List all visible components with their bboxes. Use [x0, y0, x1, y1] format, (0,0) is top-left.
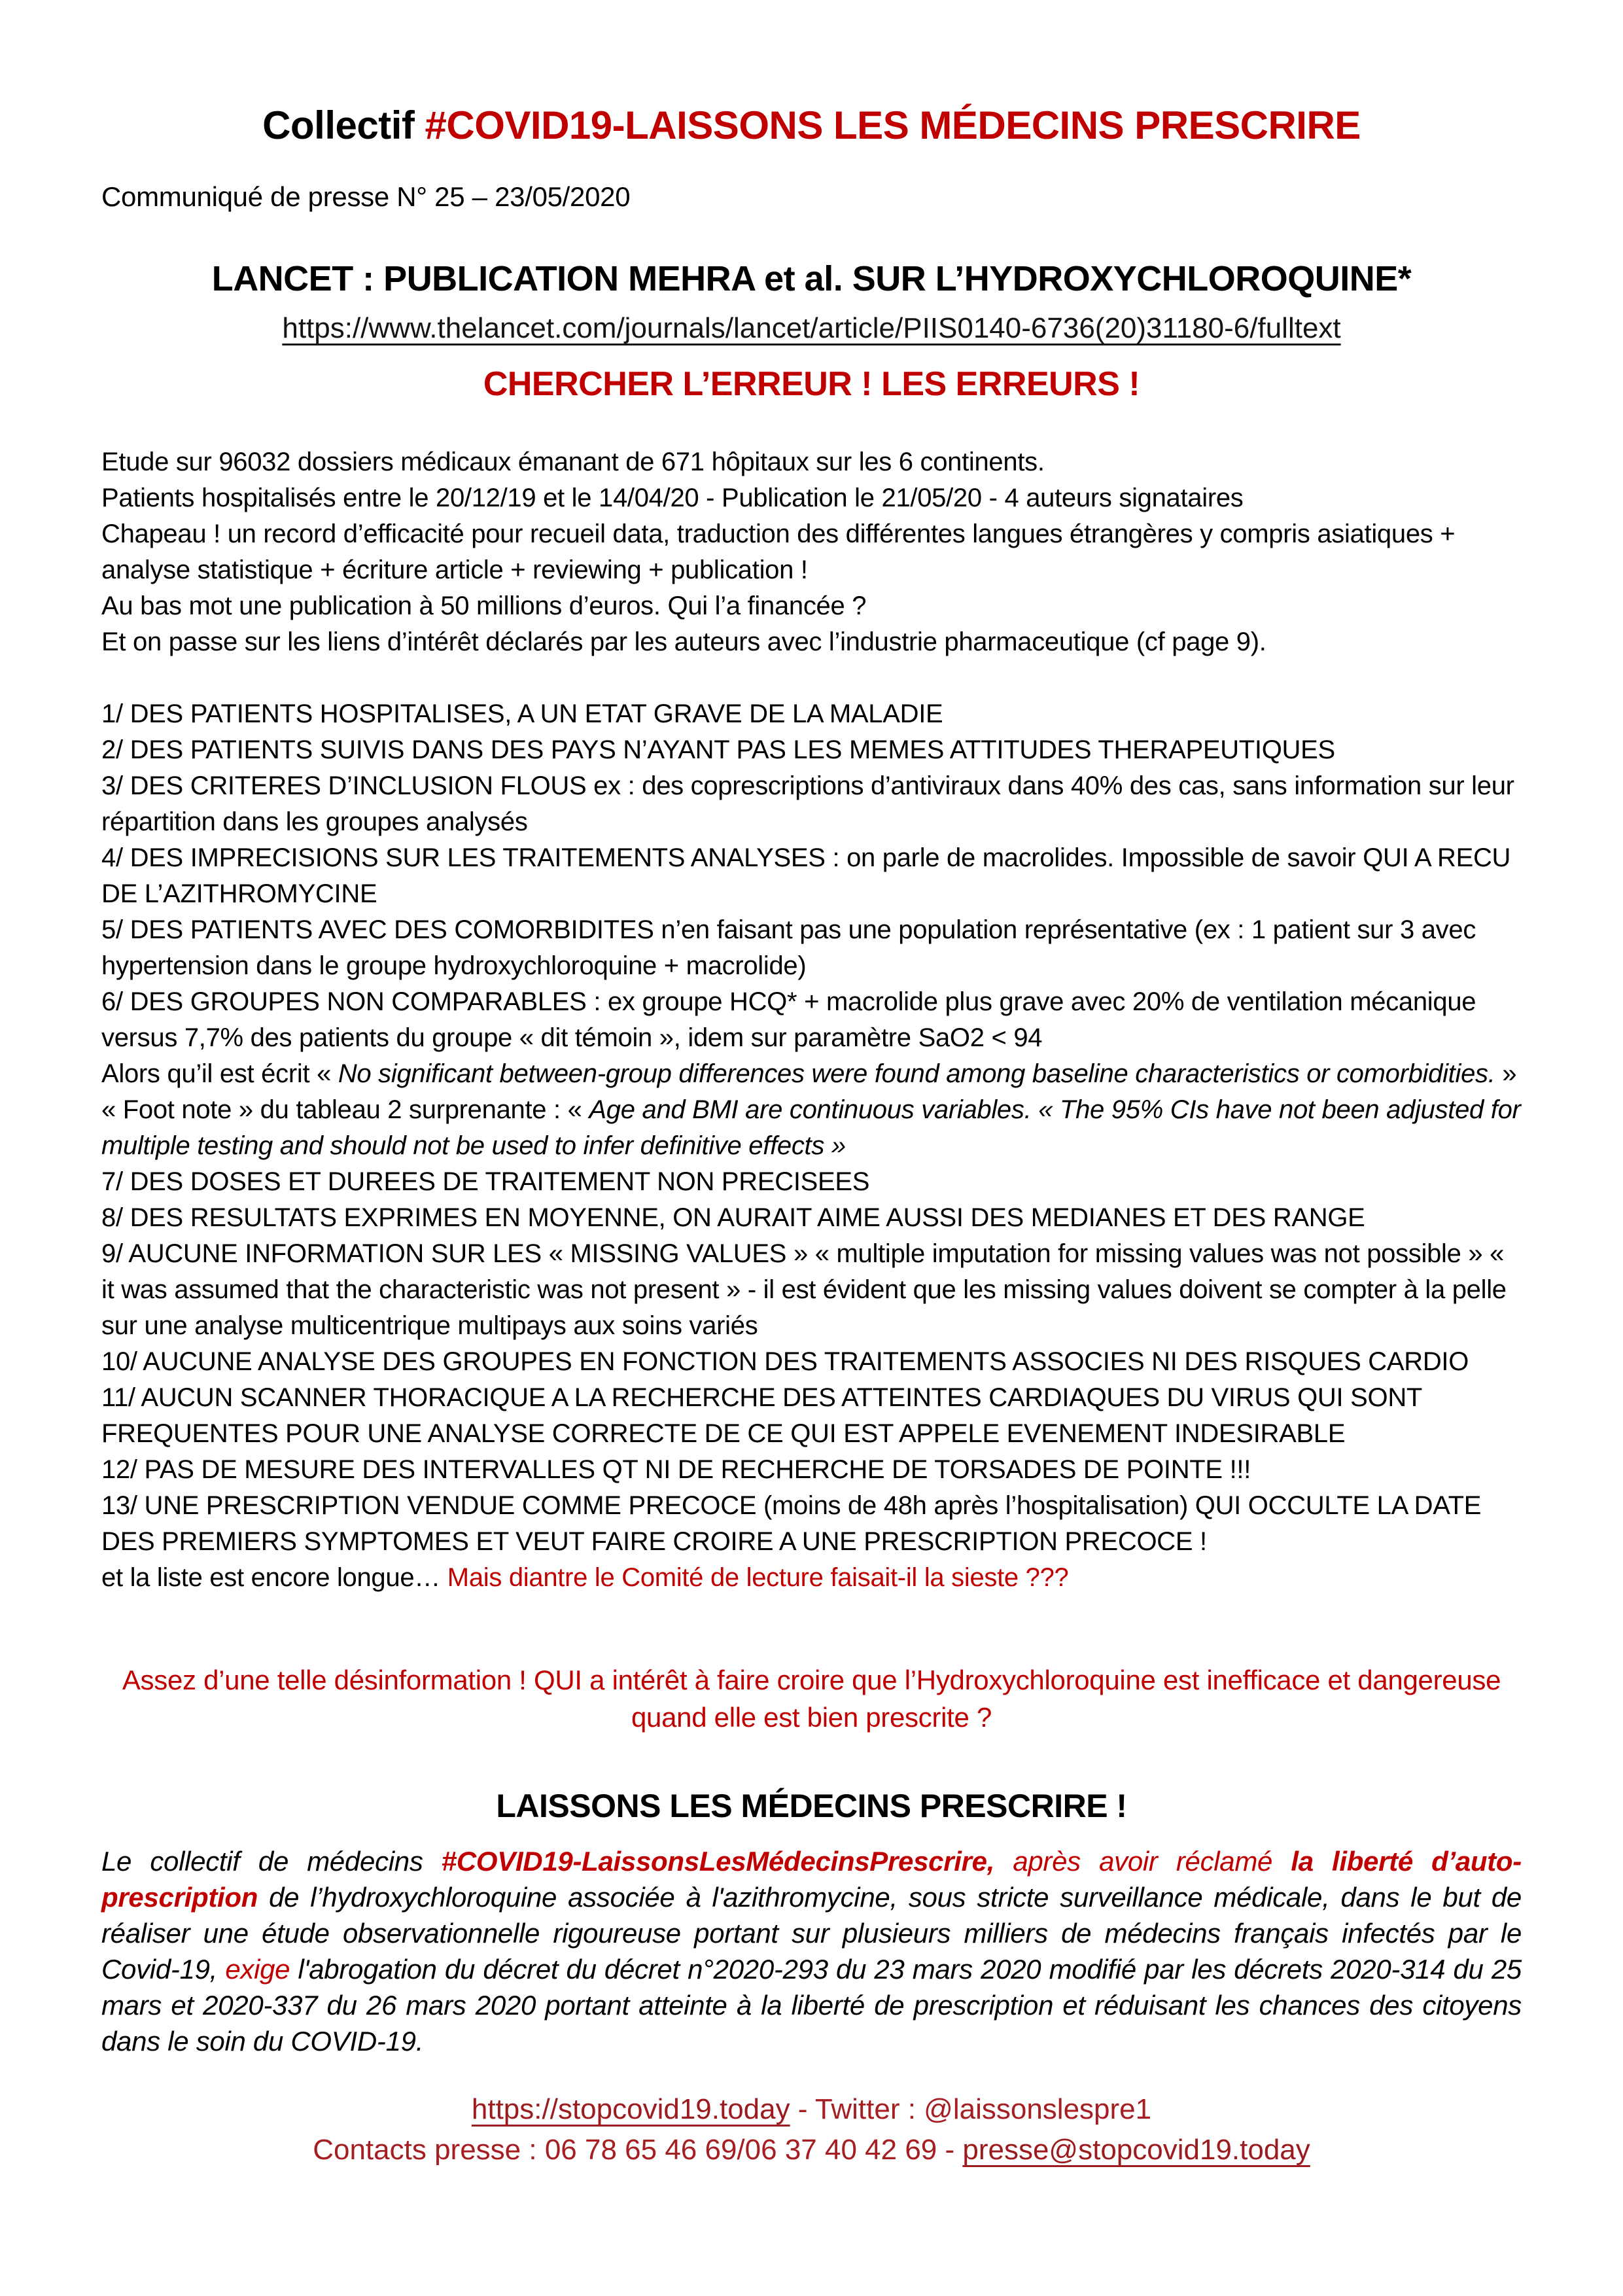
issue-item-10: 10/ AUCUNE ANALYSE DES GROUPES EN FONCTION DES TRAITEMENTS ASSOCIES NI DES RISQUES CARDIO [101, 1347, 1469, 1376]
manifesto-intro: Le collectif de médecins [101, 1846, 442, 1877]
issue-item-2: 2/ DES PATIENTS SUIVIS DANS DES PAYS N’AYANT PAS LES MEMES ATTITUDES THERAPEUTIQUES [101, 735, 1335, 764]
issue-item-7: 7/ DES DOSES ET DUREES DE TRAITEMENT NON PRECISEES [101, 1167, 870, 1196]
quote-english-1: No significant between-group differences were found among baseline characteristics or comorbidities. [338, 1059, 1495, 1088]
intro-line-5: Et on passe sur les liens d’intérêt déclarés par les auteurs avec l’industrie pharmaceutique (cf page 9). [101, 627, 1266, 656]
site-link[interactable]: https://stopcovid19.today [471, 2093, 790, 2125]
manifesto-decree: l'abrogation du décret du décret n°2020-293 du 23 mars 2020 modifié par les décrets 2020-314 du 25 mars et 2020-337 du 26 mars 2020 portant atteinte à la liberté de prescription et réduisant les chances des citoyens dans le soin du COVID-19. [101, 1954, 1522, 2057]
manifesto-claimed: après avoir réclamé [994, 1846, 1291, 1877]
lancet-heading: LANCET : PUBLICATION MEHRA et al. SUR L’HYDROXYCHLOROQUINE* [211, 259, 1412, 298]
issue-item-8: 8/ DES RESULTATS EXPRIMES EN MOYENNE, ON AURAIT AIME AUSSI DES MEDIANES ET DES RANGE [101, 1203, 1365, 1232]
intro-paragraph [101, 444, 1522, 660]
lancet-link-line [101, 312, 1522, 345]
issues-tail-red: Mais diantre le Comité de lecture faisait-il la sieste ??? [447, 1563, 1069, 1592]
intro-line-1: Etude sur 96032 dossiers médicaux émanant de 671 hôpitaux sur les 6 continents. [101, 448, 1045, 476]
issue-item-6: 6/ DES GROUPES NON COMPARABLES : ex groupe HCQ* + macrolide plus grave avec 20% de ventilation mécanique versus 7,7% des patients du groupe « dit témoin », idem sur paramètre SaO2 < 94 [101, 987, 1476, 1052]
errors-heading: CHERCHER L’ERREUR ! LES ERREURS ! [483, 365, 1140, 403]
issue-item-13: 13/ UNE PRESCRIPTION VENDUE COMME PRECOCE (moins de 48h après l’hospitalisation) QUI OCCULTE LA DATE DES PREMIERS SYMPTOMES ET VEUT FAIRE CROIRE A UNE PRESCRIPTION PRECOCE ! [101, 1491, 1482, 1556]
press-contacts-text: Contacts presse : 06 78 65 46 69/06 37 40 42 69 - [313, 2134, 963, 2166]
intro-line-3: Chapeau ! un record d’efficacité pour recueil data, traduction des différentes langues étrangères y compris asiatiques + analyse statistique + écriture article + reviewing + publication ! [101, 520, 1456, 584]
footer-contacts-line [101, 2130, 1522, 2170]
quote-note-lead: Alors qu’il est écrit « [101, 1059, 338, 1088]
quote-english-2: Age and BMI are continuous variables. « The 95% CIs have not been adjusted for multiple testing and should not be used to infer definitive effects » [101, 1095, 1521, 1160]
quote-note-middle: » « Foot note » du tableau 2 surprenante : « [101, 1059, 1517, 1124]
footer [101, 2089, 1522, 2170]
press-email-link[interactable]: presse@stopcovid19.today [962, 2134, 1310, 2166]
twitter-handle-text: - Twitter : @laissonslespre1 [790, 2093, 1152, 2125]
issue-quote-note [101, 1056, 1522, 1164]
issues-tail [101, 1560, 1522, 1596]
manifesto-liberty: la liberté d’auto-prescription [101, 1846, 1522, 1913]
press-release-number: Communiqué de presse N° 25 – 23/05/2020 [101, 181, 631, 212]
issue-item-12: 12/ PAS DE MESURE DES INTERVALLES QT NI DE RECHERCHE DE TORSADES DE POINTE !!! [101, 1455, 1251, 1484]
issue-item-1: 1/ DES PATIENTS HOSPITALISES, A UN ETAT GRAVE DE LA MALADIE [101, 699, 943, 728]
manifesto-paragraph [101, 1843, 1522, 2059]
issue-item-3: 3/ DES CRITERES D’INCLUSION FLOUS ex : des coprescriptions d’antiviraux dans 40% des cas, sans information sur leur répartition dans les groupes analysés [101, 771, 1514, 836]
issue-item-5: 5/ DES PATIENTS AVEC DES COMORBIDITES n’en faisant pas une population représentative (ex : 1 patient sur 3 avec hypertension dans le groupe hydroxychloroquine + macrolide) [101, 915, 1476, 980]
intro-line-2: Patients hospitalisés entre le 20/12/19 et le 14/04/20 - Publication le 21/05/20 - 4 auteurs signataires [101, 484, 1244, 512]
manifesto-body: de l’hydroxychloroquine associée à l'azithromycine, sous stricte surveillance médicale, dans le but de réaliser une étude observationnelle rigoureuse portant sur plusieurs milliers de médecins français infectés par le Covid-19, [101, 1882, 1522, 1985]
footer-links-line [101, 2089, 1522, 2130]
issues-list [101, 696, 1522, 1596]
manifesto-demand: exige [225, 1954, 290, 1985]
manifesto-hashtag: #COVID19-LaissonsLesMédecinsPrescrire, [441, 1846, 995, 1877]
page-title [101, 105, 1522, 146]
title-prefix: Collectif [262, 103, 425, 147]
lancet-article-link[interactable]: https://www.thelancet.com/journals/lancet/article/PIIS0140-6736(20)31180-6/fulltext [282, 312, 1341, 344]
issues-tail-black: et la liste est encore longue… [101, 1563, 447, 1592]
intro-line-4: Au bas mot une publication à 50 millions d’euros. Qui l’a financée ? [101, 592, 867, 620]
prescribe-heading: LAISSONS LES MÉDECINS PRESCRIRE ! [496, 1788, 1127, 1824]
issue-item-9: 9/ AUCUNE INFORMATION SUR LES « MISSING VALUES » « multiple imputation for missing values was not possible » « it was assumed that the characteristic was not present » - il est évident que les missing values doivent se compter à la pelle sur une analyse multicentrique multipays aux soins variés [101, 1239, 1507, 1340]
disinformation-callout: Assez d’une telle désinformation ! QUI a intérêt à faire croire que l’Hydroxychloroquine est inefficace et dangereuse quand elle est bien prescrite ? [122, 1665, 1501, 1733]
issue-item-4: 4/ DES IMPRECISIONS SUR LES TRAITEMENTS ANALYSES : on parle de macrolides. Impossible de savoir QUI A RECU DE L’AZITHROMYCINE [101, 843, 1511, 908]
title-highlight: #COVID19-LAISSONS LES MÉDECINS PRESCRIRE [425, 103, 1361, 147]
issue-item-11: 11/ AUCUN SCANNER THORACIQUE A LA RECHERCHE DES ATTEINTES CARDIAQUES DU VIRUS QUI SONT FREQUENTES POUR UNE ANALYSE CORRECTE DE CE QUI EST APPELE EVENEMENT INDESIRABLE [101, 1383, 1422, 1448]
